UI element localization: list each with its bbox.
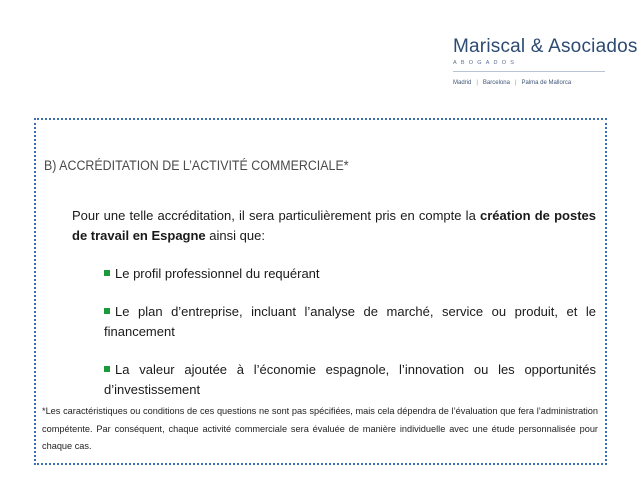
list-item <box>104 360 596 400</box>
section-heading: B) ACCRÉDITATION DE L’ACTIVITÉ COMMERCIALE* <box>44 158 349 173</box>
city-separator: | <box>476 80 478 86</box>
intro-paragraph <box>72 206 596 246</box>
bullet-square-icon <box>104 270 110 276</box>
bullet-text: La valeur ajoutée à l’économie espagnole, l’innovation ou les opportunités d’investissement <box>104 362 596 397</box>
list-item <box>104 302 596 342</box>
city-barcelona: Barcelona <box>482 80 510 86</box>
logo-divider <box>453 71 605 72</box>
intro-text-start: Pour une telle accréditation, il sera particulièrement pris en compte la <box>72 208 480 223</box>
city-separator: | <box>514 80 517 86</box>
office-cities <box>453 79 613 87</box>
city-palma: Palma de Mallorca <box>521 80 572 86</box>
firm-name: Mariscal & Asociados <box>453 36 638 57</box>
footnote: *Les caractéristiques ou conditions de ces questions ne sont pas spécifiées, mais cela dépendra de l’évaluation que fera l’administration compétente. Par conséquent, chaque activité commerciale sera évaluée de manière individuelle avec une étude personnalisée pour chaque cas. <box>42 406 598 451</box>
intro-text-end: ainsi que: <box>205 228 265 243</box>
firm-logo <box>453 36 638 87</box>
list-item <box>104 264 596 284</box>
firm-subtitle: ABOGADOS <box>453 60 519 66</box>
bullet-text: Le profil professionnel du requérant <box>115 266 320 281</box>
intro-emphasis: création de postes de travail en Espagne <box>72 208 596 243</box>
bullet-square-icon <box>104 308 110 314</box>
city-madrid: Madrid <box>453 80 472 86</box>
bullet-square-icon <box>104 366 110 372</box>
bullet-text: Le plan d’entreprise, incluant l’analyse de marché, service ou produit, et le financement <box>104 304 596 339</box>
